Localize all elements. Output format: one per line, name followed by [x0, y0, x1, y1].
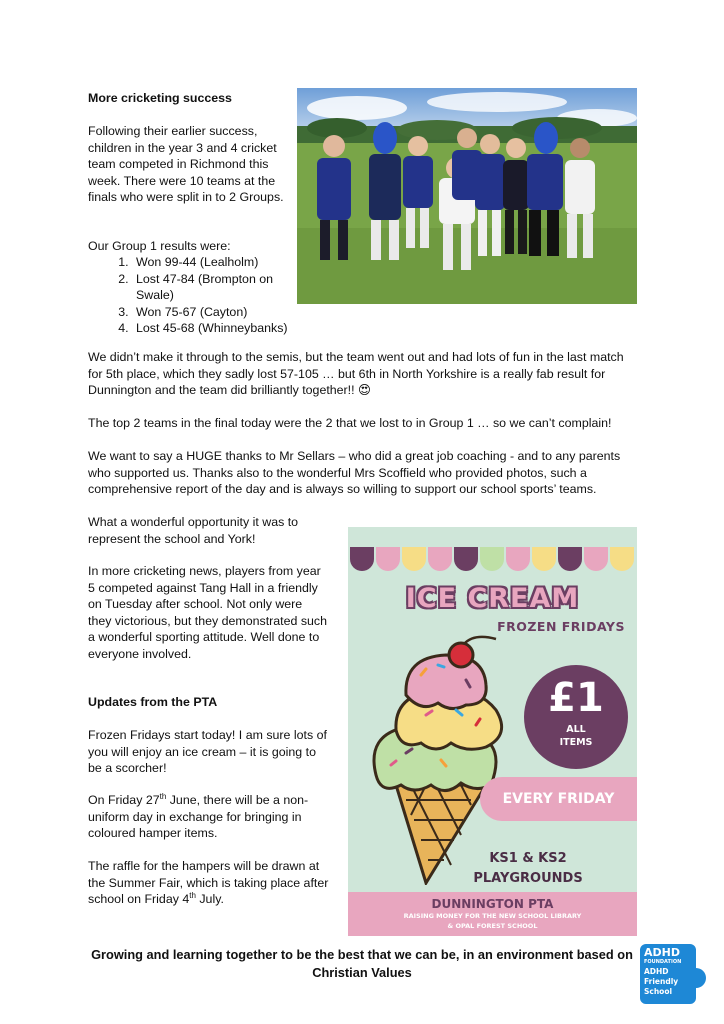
final-paragraph: The top 2 teams in the final today were the 2 that we lost to in Group 1 … so we can’t complain!: [88, 416, 612, 430]
thanks-paragraph: We want to say a HUGE thanks to Mr Sellars – who did a great job coaching - and to any parents who supported us. Thanks also to the wonderful Mrs Scoffield who provided photos, such a comprehensive report of the day and is always so willing to support our school sports’ teams.: [88, 449, 621, 496]
poster-cause-2: & OPAL FOREST SCHOOL: [447, 922, 538, 930]
awning-decoration: [348, 527, 637, 579]
result-item: 3. Won 75-67 (Cayton): [132, 304, 288, 321]
ice-cream-cone-icon: [366, 635, 536, 885]
price-note: ALL ITEMS: [559, 724, 593, 748]
adhd-friendly-school-logo: [638, 940, 708, 1010]
article-intro: Following their earlier success, children in the year 3 and 4 cricket team competed in Richmond this week. There were 10 teams at the finals who were split in to 2 Groups.: [88, 124, 284, 204]
more-news-paragraph: In more cricketing news, players from year 5 competed against Tang Hall in a friendly on Tuesday after school. Not only were they victorious, but they demonstrated such a wonderful sporting attitude. Well done to everyone involved.: [88, 564, 327, 661]
ice-cream-poster: [348, 527, 637, 936]
article-heading: More cricketing success: [88, 91, 232, 105]
svg-text:School: School: [644, 987, 673, 996]
frozen-paragraph: Frozen Fridays start today! I am sure lots of you will enjoy an ice cream – it is going to be a scorcher!: [88, 728, 327, 775]
result-item: 2. Lost 47-84 (Brompton on Swale): [132, 271, 288, 304]
results-heading: Our Group 1 results were:: [88, 239, 231, 253]
opportunity-paragraph: What a wonderful opportunity it was to represent the school and York!: [88, 515, 299, 546]
raffle-paragraph: The raffle for the hampers will be drawn at the Summer Fair, which is taking place after school on Friday 4th July.: [88, 859, 329, 906]
poster-title: ICE CREAM: [405, 583, 580, 614]
pta-heading: Updates from the PTA: [88, 695, 218, 709]
poster-footer: [348, 892, 637, 936]
semis-paragraph: We didn’t make it through to the semis, but the team went out and had lots of fun in the last match for 5th place, which they sadly lost 57-105 … but 6th in North Yorkshire is a really fab result for Dunnington and the team did brilliantly together!! 😍: [88, 350, 624, 397]
result-item: 1. Won 99-44 (Lealholm): [132, 254, 288, 271]
nonuniform-paragraph: On Friday 27th June, there will be a non-uniform day in exchange for bringing in coloured hamper items.: [88, 791, 309, 840]
key-stage-text: KS1 & KS2 PLAYGROUNDS: [473, 851, 583, 886]
footer-motto: Growing and learning together to be the best that we can be, in an environment based on Christian Values: [91, 947, 633, 980]
svg-text:ADHD: ADHD: [644, 967, 669, 976]
cricket-team-photo: [297, 88, 637, 304]
poster-cause-1: RAISING MONEY FOR THE NEW SCHOOL LIBRARY: [403, 912, 582, 920]
svg-text:Friendly: Friendly: [644, 977, 679, 986]
price-value: £1: [548, 675, 604, 721]
poster-subtitle: FROZEN FRIDAYS: [497, 619, 625, 634]
every-friday-banner: EVERY FRIDAY: [480, 777, 637, 821]
poster-org: DUNNINGTON PTA: [431, 897, 554, 911]
svg-text:FOUNDATION: FOUNDATION: [644, 959, 682, 965]
result-item: 4. Lost 45-68 (Whinneybanks): [132, 320, 288, 337]
results-list: [88, 254, 288, 337]
svg-text:ADHD: ADHD: [644, 946, 680, 959]
price-badge: [524, 665, 628, 769]
